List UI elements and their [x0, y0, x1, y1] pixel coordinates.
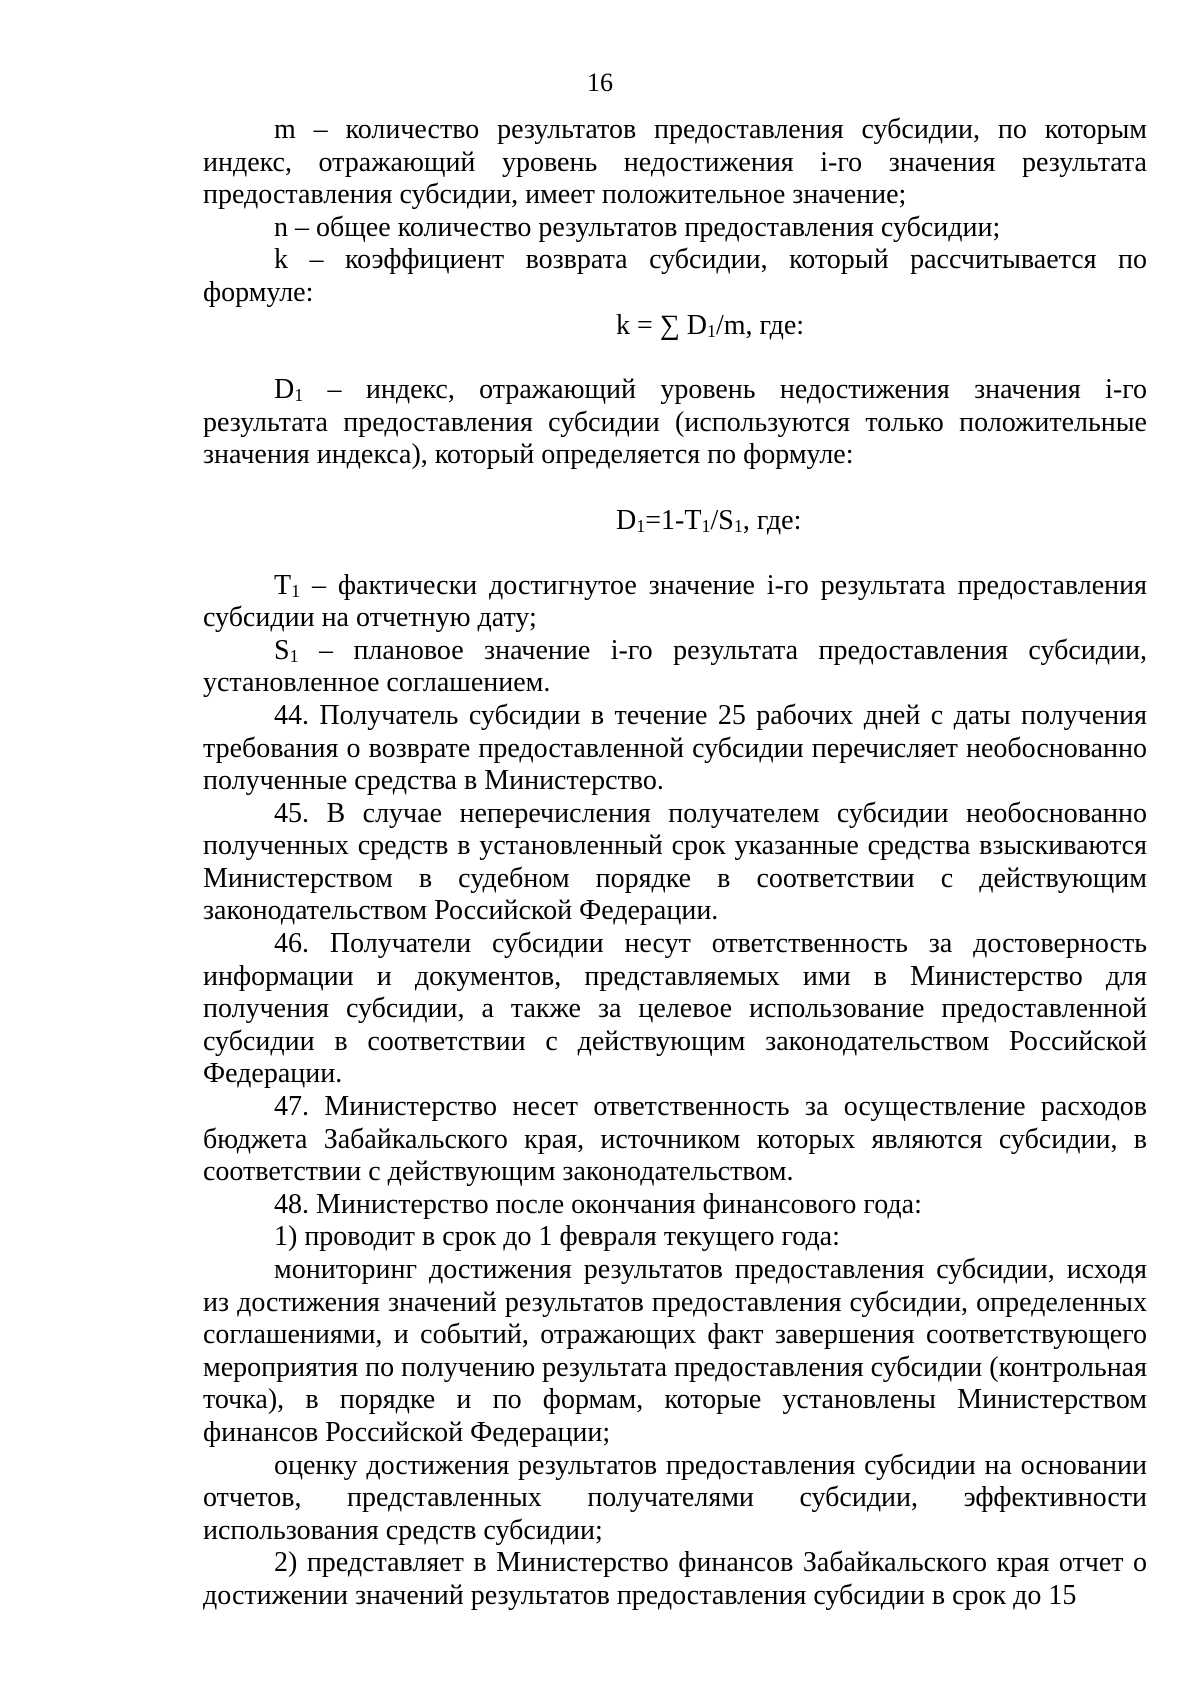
paragraph-d-definition: [203, 374, 1147, 472]
paragraph-48-2: 2) представляет в Министерство финансов Забайкальского края отчет о достижении значений результатов предоставления субсидии в срок до 15: [203, 1547, 1147, 1611]
formula-d-suffix: , где:: [742, 504, 802, 536]
paragraph-48: 48. Министерство после окончания финансового года:: [274, 1188, 922, 1220]
paragraph-46: 46. Получатели субсидии несут ответственность за достоверность информации и документов, представляемых ими в Министерство для получения субсидии, а также за целевое использование предоставленной субсидии в соответствии с действующим законодательством Российской Федерации.: [203, 928, 1147, 1090]
paragraph-47: 47. Министерство несет ответственность за осуществление расходов бюджета Забайкальского края, источником которых являются субсидии, в соответствии с действующим законодательством.: [203, 1091, 1147, 1188]
paragraph-t-definition: [203, 570, 1147, 635]
formula-k-prefix: k = ∑ D: [616, 309, 707, 341]
paragraph-48-1-assessment: оценку достижения результатов предоставления субсидии на основании отчетов, представленных получателями субсидии, эффективности использования средств субсидии;: [203, 1449, 1147, 1546]
symbol-d: D: [274, 374, 295, 406]
formula-k-subscript: 1: [706, 320, 716, 341]
formula-d-subscript-3: 1: [733, 515, 743, 536]
formula-k-suffix: /m, где:: [715, 309, 805, 341]
paragraph-k-definition: k – коэффициент возврата субсидии, который рассчитывается по формуле:: [203, 244, 1147, 308]
formula-d-mid-1: =1-T: [645, 504, 702, 536]
formula-d-prefix: D: [616, 504, 637, 536]
formula-d: [203, 505, 1147, 538]
paragraph-n-definition: n – общее количество результатов предоставления субсидии;: [274, 211, 1001, 243]
paragraph-48-1: 1) проводит в срок до 1 февраля текущего года:: [274, 1221, 840, 1253]
paragraph-s-text: – плановое значение i-го результата предоставления субсидии, установленное соглашением.: [203, 634, 1147, 699]
formula-d-mid-2: /S: [710, 504, 734, 536]
paragraph-45: 45. В случае неперечисления получателем субсидии необоснованно полученных средств в установленный срок указанные средства взыскиваются Министерством в судебном порядке в соответствии с действующим законодательством Российской Федерации.: [203, 797, 1147, 927]
paragraph-t-text: – фактически достигнутое значение i-го результата предоставления субсидии на отчетную дату;: [203, 569, 1147, 634]
formula-d-subscript-2: 1: [701, 515, 711, 536]
symbol-s: S: [274, 634, 290, 666]
formula-d-subscript-1: 1: [636, 515, 646, 536]
paragraph-44: 44. Получатель субсидии в течение 25 рабочих дней с даты получения требования о возврате предоставленной субсидии перечисляет необоснованно полученные средства в Министерство.: [203, 699, 1147, 797]
symbol-t: T: [274, 569, 292, 601]
paragraph-d-text: – индекс, отражающий уровень недостижения значения i-го результата предоставления субсидии (используются только положительные значения индекса), который определяется по формуле:: [203, 374, 1147, 471]
document-body: [203, 114, 1147, 1613]
paragraph-m-definition: m – количество результатов предоставления субсидии, по которым индекс, отражающий уровень недостижения i-го значения результата предоставления субсидии, имеет положительное значение;: [203, 114, 1147, 211]
symbol-t-subscript: 1: [291, 580, 301, 601]
paragraph-s-definition: [203, 635, 1147, 700]
page-number: 16: [587, 68, 613, 97]
formula-k: [203, 310, 1147, 343]
symbol-s-subscript: 1: [289, 645, 299, 666]
paragraph-48-1-monitoring: мониторинг достижения результатов предоставления субсидии, исходя из достижения значений результатов предоставления субсидии, определенных соглашениями, и событий, отражающих факт завершения соответствующего мероприятия по получению результата предоставления субсидии (контрольная точка), в порядке и по формам, которые установлены Министерством финансов Российской Федерации;: [203, 1254, 1147, 1448]
symbol-d-subscript: 1: [294, 385, 304, 406]
